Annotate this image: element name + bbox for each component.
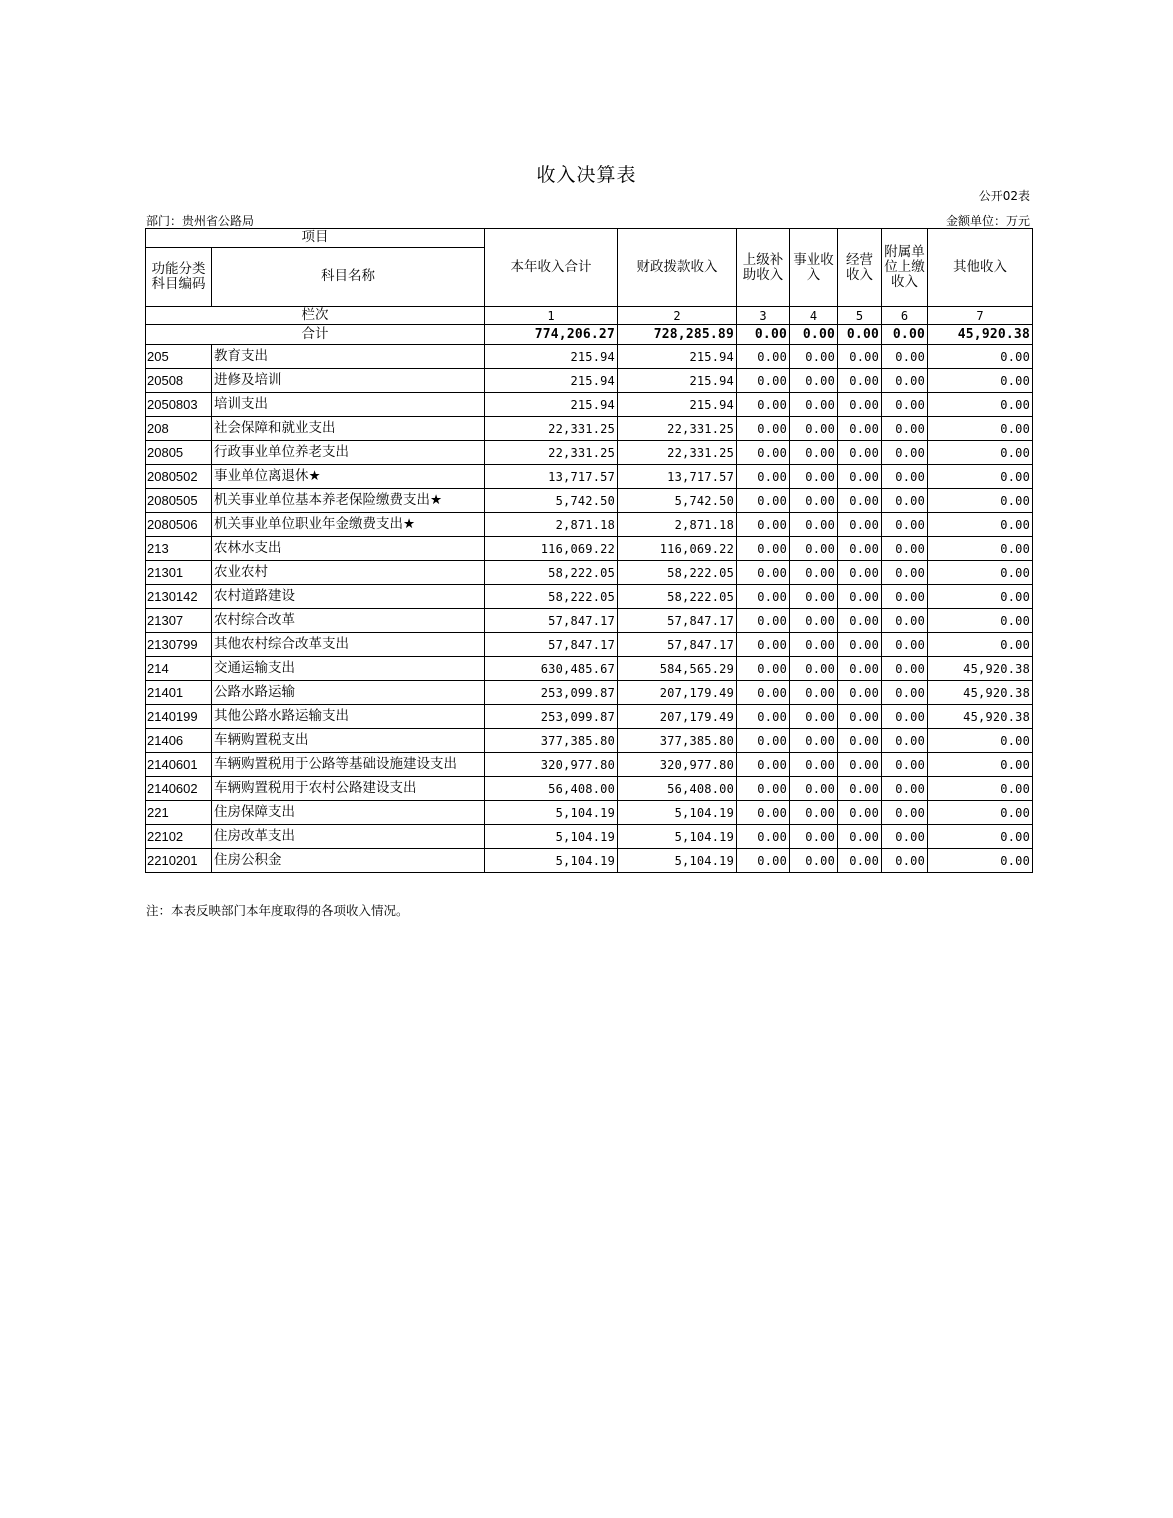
row-value: 0.00: [790, 681, 838, 705]
row-value: 116,069.22: [485, 537, 618, 561]
row-value: 13,717.57: [485, 465, 618, 489]
row-value: 0.00: [928, 561, 1033, 585]
row-value: 0.00: [882, 345, 928, 369]
row-value: 0.00: [790, 849, 838, 873]
table-row: [146, 801, 1033, 825]
form-code: 公开02表: [978, 189, 1030, 203]
row-value: 630,485.67: [485, 657, 618, 681]
row-value: 0.00: [737, 777, 790, 801]
row-value: 0.00: [838, 489, 882, 513]
row-name: 事业单位离退休★: [212, 465, 485, 489]
header-affiliated: 附属单位上缴收入: [882, 229, 928, 307]
row-code: 213: [146, 537, 212, 561]
row-value: 0.00: [790, 801, 838, 825]
table-row: [146, 657, 1033, 681]
row-value: 0.00: [737, 801, 790, 825]
row-code: 2050803: [146, 393, 212, 417]
row-value: 0.00: [838, 417, 882, 441]
header-fiscal: 财政拨款收入: [618, 229, 737, 307]
row-value: 0.00: [838, 681, 882, 705]
row-value: 207,179.49: [618, 681, 737, 705]
row-value: 0.00: [737, 489, 790, 513]
row-value: 5,742.50: [618, 489, 737, 513]
row-value: 0.00: [882, 489, 928, 513]
row-value: 0.00: [882, 561, 928, 585]
row-value: 215.94: [618, 393, 737, 417]
row-code: 2140199: [146, 705, 212, 729]
row-value: 0.00: [928, 465, 1033, 489]
row-value: 0.00: [928, 729, 1033, 753]
total-row: [146, 325, 1033, 345]
row-value: 0.00: [790, 777, 838, 801]
row-name: 公路水路运输: [212, 681, 485, 705]
row-value: 0.00: [928, 369, 1033, 393]
row-code: 21307: [146, 609, 212, 633]
row-value: 207,179.49: [618, 705, 737, 729]
row-name: 车辆购置税用于农村公路建设支出: [212, 777, 485, 801]
row-value: 0.00: [928, 777, 1033, 801]
col-number: 7: [928, 307, 1033, 325]
header-subject-name: 科目名称: [212, 248, 485, 307]
row-code: 2080505: [146, 489, 212, 513]
row-value: 0.00: [737, 825, 790, 849]
row-value: 58,222.05: [618, 561, 737, 585]
row-name: 交通运输支出: [212, 657, 485, 681]
table-row: [146, 849, 1033, 873]
row-name: 机关事业单位职业年金缴费支出★: [212, 513, 485, 537]
row-value: 45,920.38: [928, 657, 1033, 681]
row-code: 2140601: [146, 753, 212, 777]
row-name: 行政事业单位养老支出: [212, 441, 485, 465]
row-code: 2080506: [146, 513, 212, 537]
col-number: 6: [882, 307, 928, 325]
row-code: 22102: [146, 825, 212, 849]
row-value: 0.00: [737, 753, 790, 777]
row-value: 0.00: [882, 681, 928, 705]
table-row: [146, 609, 1033, 633]
row-value: 57,847.17: [618, 609, 737, 633]
row-name: 住房保障支出: [212, 801, 485, 825]
row-value: 0.00: [737, 441, 790, 465]
row-value: 215.94: [618, 345, 737, 369]
row-value: 0.00: [790, 537, 838, 561]
row-value: 0.00: [882, 801, 928, 825]
total-value: 45,920.38: [928, 325, 1033, 345]
row-value: 58,222.05: [485, 561, 618, 585]
table-row: [146, 489, 1033, 513]
row-value: 5,104.19: [618, 849, 737, 873]
row-value: 5,104.19: [485, 849, 618, 873]
row-value: 0.00: [882, 513, 928, 537]
row-value: 22,331.25: [618, 441, 737, 465]
row-name: 其他农村综合改革支出: [212, 633, 485, 657]
row-value: 0.00: [838, 657, 882, 681]
row-value: 0.00: [790, 729, 838, 753]
row-value: 0.00: [882, 633, 928, 657]
table-row: [146, 585, 1033, 609]
row-value: 0.00: [737, 729, 790, 753]
row-value: 377,385.80: [618, 729, 737, 753]
row-value: 0.00: [737, 609, 790, 633]
col-number: 3: [737, 307, 790, 325]
row-value: 56,408.00: [618, 777, 737, 801]
page-title: 收入决算表: [536, 164, 637, 186]
row-value: 0.00: [790, 489, 838, 513]
table-note: 注：本表反映部门本年度取得的各项收入情况。: [146, 903, 409, 918]
row-value: 116,069.22: [618, 537, 737, 561]
row-value: 0.00: [790, 465, 838, 489]
table-row: [146, 537, 1033, 561]
row-value: 320,977.80: [485, 753, 618, 777]
row-value: 13,717.57: [618, 465, 737, 489]
table-row: [146, 681, 1033, 705]
row-value: 0.00: [882, 465, 928, 489]
row-value: 0.00: [838, 705, 882, 729]
row-value: 0.00: [790, 417, 838, 441]
row-value: 0.00: [838, 513, 882, 537]
row-code: 214: [146, 657, 212, 681]
row-value: 584,565.29: [618, 657, 737, 681]
table-row: [146, 369, 1033, 393]
row-value: 57,847.17: [485, 633, 618, 657]
total-value: 0.00: [790, 325, 838, 345]
row-value: 0.00: [838, 777, 882, 801]
row-value: 215.94: [485, 345, 618, 369]
row-code: 2130142: [146, 585, 212, 609]
row-name: 车辆购置税用于公路等基础设施建设支出: [212, 753, 485, 777]
row-value: 0.00: [928, 345, 1033, 369]
row-value: 5,742.50: [485, 489, 618, 513]
row-code: 21301: [146, 561, 212, 585]
row-value: 0.00: [838, 633, 882, 657]
row-name: 住房改革支出: [212, 825, 485, 849]
row-value: 0.00: [882, 417, 928, 441]
row-value: 0.00: [838, 465, 882, 489]
row-value: 5,104.19: [618, 825, 737, 849]
header-business: 事业收入: [790, 229, 838, 307]
row-value: 0.00: [790, 753, 838, 777]
row-value: 5,104.19: [618, 801, 737, 825]
row-name: 机关事业单位基本养老保险缴费支出★: [212, 489, 485, 513]
total-value: 774,206.27: [485, 325, 618, 345]
row-code: 21406: [146, 729, 212, 753]
row-value: 215.94: [485, 369, 618, 393]
row-value: 0.00: [838, 561, 882, 585]
total-value: 0.00: [737, 325, 790, 345]
row-value: 0.00: [737, 345, 790, 369]
row-value: 0.00: [790, 345, 838, 369]
table-row: [146, 345, 1033, 369]
row-value: 0.00: [928, 489, 1033, 513]
row-value: 0.00: [838, 825, 882, 849]
row-value: 57,847.17: [485, 609, 618, 633]
row-value: 0.00: [737, 561, 790, 585]
row-value: 0.00: [928, 441, 1033, 465]
row-value: 0.00: [790, 609, 838, 633]
header-other: 其他收入: [928, 229, 1033, 307]
row-value: 320,977.80: [618, 753, 737, 777]
row-name: 其他公路水路运输支出: [212, 705, 485, 729]
table-row: [146, 825, 1033, 849]
row-value: 0.00: [882, 585, 928, 609]
row-value: 0.00: [790, 633, 838, 657]
table-row: [146, 633, 1033, 657]
row-value: 0.00: [882, 537, 928, 561]
row-value: 0.00: [737, 465, 790, 489]
header-operating: 经营收入: [838, 229, 882, 307]
row-value: 0.00: [838, 753, 882, 777]
table-row: [146, 777, 1033, 801]
row-name: 农林水支出: [212, 537, 485, 561]
row-value: 0.00: [737, 705, 790, 729]
total-value: 728,285.89: [618, 325, 737, 345]
row-value: 45,920.38: [928, 681, 1033, 705]
row-value: 0.00: [928, 753, 1033, 777]
row-value: 0.00: [790, 369, 838, 393]
row-value: 0.00: [838, 369, 882, 393]
row-code: 208: [146, 417, 212, 441]
row-value: 2,871.18: [485, 513, 618, 537]
row-value: 0.00: [882, 609, 928, 633]
row-value: 0.00: [790, 393, 838, 417]
unit-label: 金额单位：万元: [945, 214, 1030, 228]
row-value: 0.00: [928, 585, 1033, 609]
row-value: 0.00: [928, 609, 1033, 633]
row-value: 0.00: [737, 513, 790, 537]
row-code: 2130799: [146, 633, 212, 657]
row-value: 0.00: [737, 585, 790, 609]
column-label: 栏次: [146, 307, 485, 325]
row-code: 205: [146, 345, 212, 369]
row-value: 22,331.25: [485, 417, 618, 441]
row-value: 0.00: [882, 825, 928, 849]
row-value: 0.00: [838, 441, 882, 465]
row-value: 56,408.00: [485, 777, 618, 801]
row-value: 0.00: [882, 729, 928, 753]
row-value: 0.00: [928, 537, 1033, 561]
row-name: 培训支出: [212, 393, 485, 417]
row-value: 0.00: [790, 705, 838, 729]
row-value: 22,331.25: [485, 441, 618, 465]
row-value: 22,331.25: [618, 417, 737, 441]
table-row: [146, 393, 1033, 417]
row-name: 社会保障和就业支出: [212, 417, 485, 441]
row-value: 45,920.38: [928, 705, 1033, 729]
row-value: 215.94: [618, 369, 737, 393]
row-value: 0.00: [882, 657, 928, 681]
row-value: 0.00: [838, 393, 882, 417]
row-value: 0.00: [790, 441, 838, 465]
row-code: 20805: [146, 441, 212, 465]
table-row: [146, 441, 1033, 465]
row-value: 0.00: [928, 825, 1033, 849]
row-value: 0.00: [882, 753, 928, 777]
row-value: 57,847.17: [618, 633, 737, 657]
header-project: 项目: [146, 229, 485, 248]
row-value: 215.94: [485, 393, 618, 417]
total-value: 0.00: [838, 325, 882, 345]
row-name: 住房公积金: [212, 849, 485, 873]
col-number: 2: [618, 307, 737, 325]
table-row: [146, 753, 1033, 777]
col-number: 1: [485, 307, 618, 325]
row-value: 0.00: [838, 849, 882, 873]
row-value: 377,385.80: [485, 729, 618, 753]
row-name: 进修及培训: [212, 369, 485, 393]
row-value: 0.00: [838, 585, 882, 609]
header-func-code: 功能分类科目编码: [146, 248, 212, 307]
header-upper-subsidy: 上级补助收入: [737, 229, 790, 307]
row-value: 0.00: [737, 633, 790, 657]
row-value: 0.00: [737, 681, 790, 705]
row-value: 0.00: [737, 369, 790, 393]
header-total-income: 本年收入合计: [485, 229, 618, 307]
row-value: 0.00: [928, 801, 1033, 825]
table-row: [146, 465, 1033, 489]
column-number-row: [146, 307, 1033, 325]
row-value: 0.00: [737, 849, 790, 873]
row-code: 21401: [146, 681, 212, 705]
row-value: 0.00: [790, 513, 838, 537]
row-value: 0.00: [737, 657, 790, 681]
row-value: 5,104.19: [485, 825, 618, 849]
row-value: 0.00: [882, 849, 928, 873]
row-name: 农业农村: [212, 561, 485, 585]
row-value: 0.00: [838, 801, 882, 825]
row-value: 253,099.87: [485, 705, 618, 729]
row-value: 0.00: [737, 417, 790, 441]
row-value: 0.00: [838, 537, 882, 561]
department-label: 部门：贵州省公路局: [146, 214, 255, 228]
row-code: 2080502: [146, 465, 212, 489]
table-row: [146, 561, 1033, 585]
total-value: 0.00: [882, 325, 928, 345]
row-value: 2,871.18: [618, 513, 737, 537]
row-value: 0.00: [838, 609, 882, 633]
row-value: 0.00: [928, 513, 1033, 537]
row-name: 教育支出: [212, 345, 485, 369]
row-value: 58,222.05: [485, 585, 618, 609]
table-row: [146, 417, 1033, 441]
table-row: [146, 513, 1033, 537]
row-name: 农村综合改革: [212, 609, 485, 633]
row-value: 0.00: [737, 537, 790, 561]
table-row: [146, 705, 1033, 729]
row-value: 0.00: [838, 729, 882, 753]
row-code: 2140602: [146, 777, 212, 801]
total-label: 合计: [146, 325, 485, 345]
income-table: [145, 228, 1033, 873]
row-value: 0.00: [882, 441, 928, 465]
table-row: [146, 729, 1033, 753]
row-value: 5,104.19: [485, 801, 618, 825]
row-value: 0.00: [928, 633, 1033, 657]
row-value: 0.00: [790, 585, 838, 609]
row-value: 0.00: [790, 561, 838, 585]
row-value: 0.00: [928, 417, 1033, 441]
row-value: 58,222.05: [618, 585, 737, 609]
row-name: 车辆购置税支出: [212, 729, 485, 753]
row-code: 2210201: [146, 849, 212, 873]
row-value: 253,099.87: [485, 681, 618, 705]
row-value: 0.00: [882, 777, 928, 801]
row-value: 0.00: [882, 705, 928, 729]
row-value: 0.00: [790, 657, 838, 681]
row-name: 农村道路建设: [212, 585, 485, 609]
row-value: 0.00: [928, 393, 1033, 417]
col-number: 5: [838, 307, 882, 325]
col-number: 4: [790, 307, 838, 325]
row-code: 221: [146, 801, 212, 825]
row-code: 20508: [146, 369, 212, 393]
row-value: 0.00: [737, 393, 790, 417]
row-value: 0.00: [928, 849, 1033, 873]
row-value: 0.00: [882, 393, 928, 417]
row-value: 0.00: [790, 825, 838, 849]
row-value: 0.00: [838, 345, 882, 369]
row-value: 0.00: [882, 369, 928, 393]
